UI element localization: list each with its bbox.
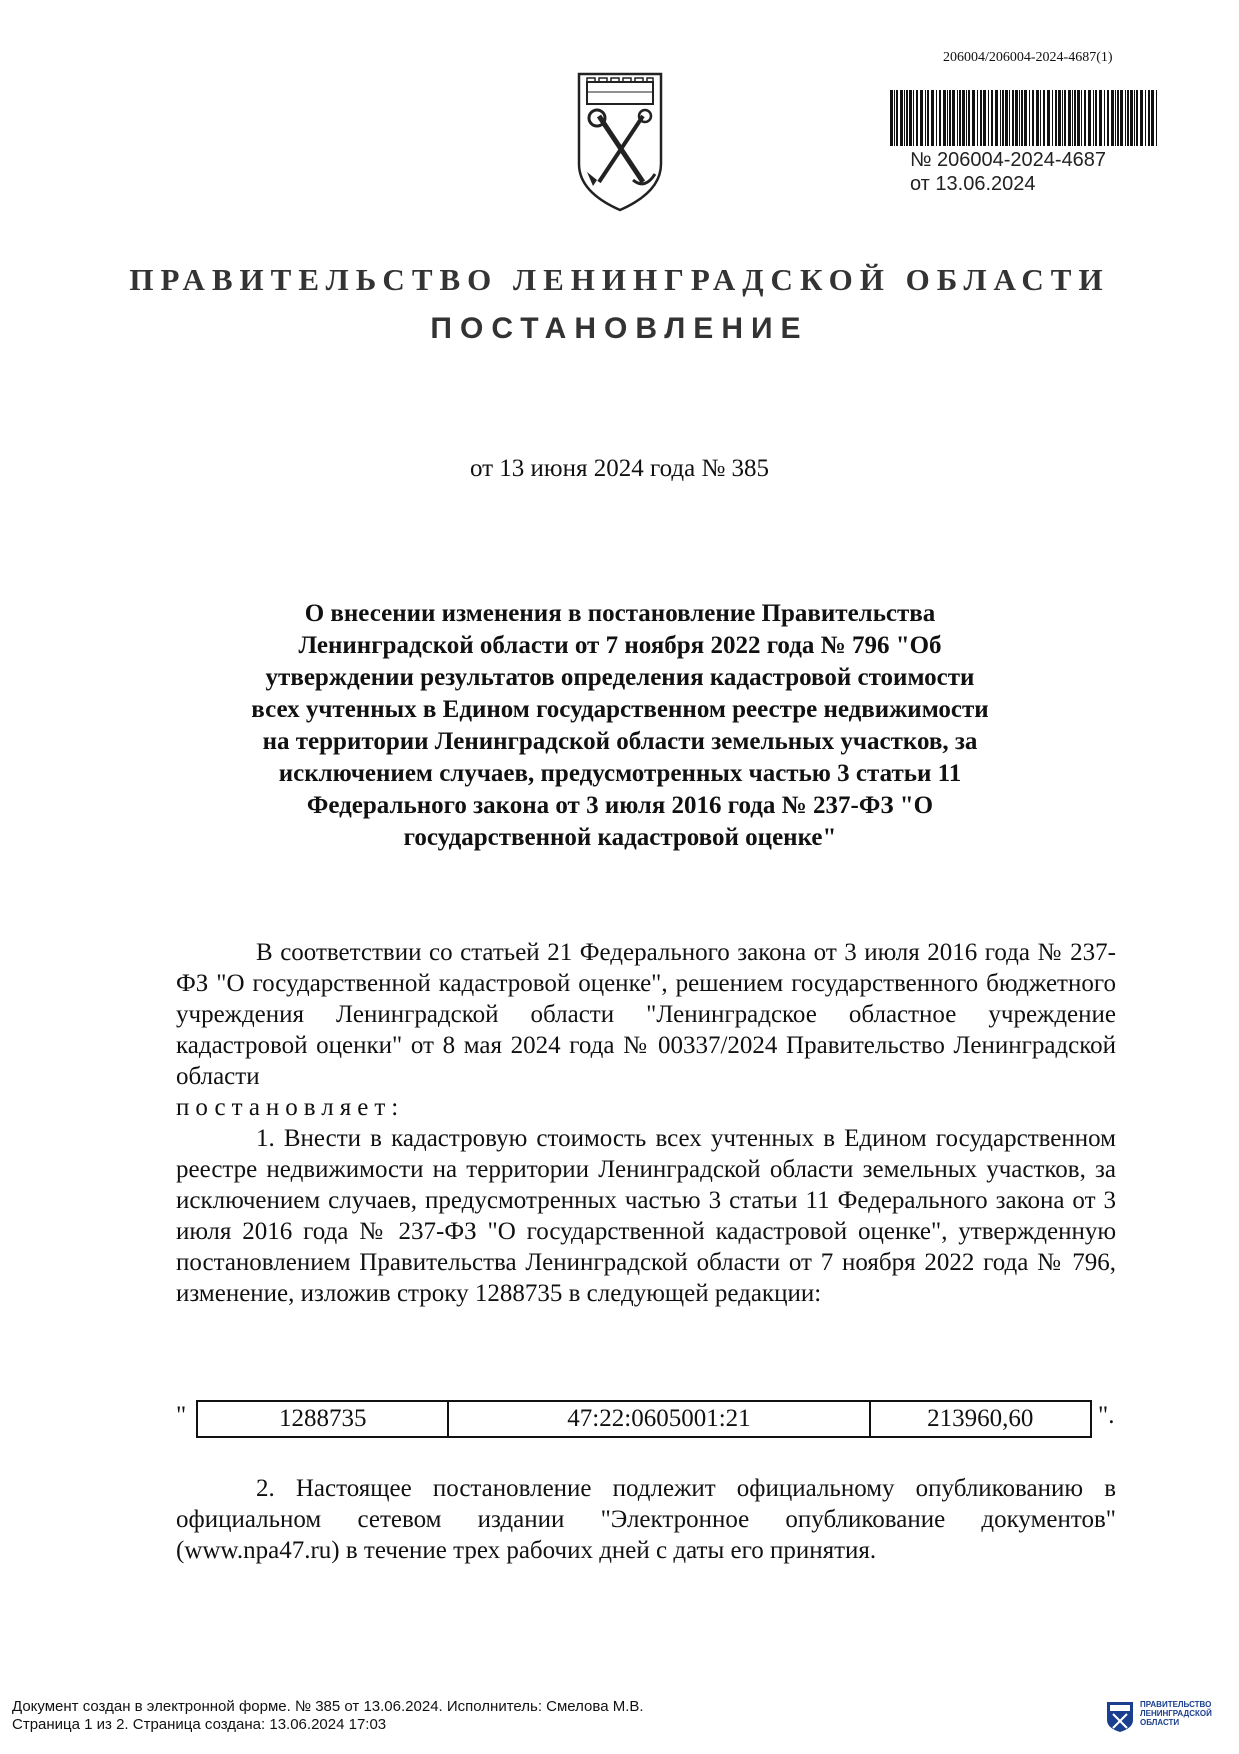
barcode-bar xyxy=(1005,90,1008,146)
barcode-bar xyxy=(1021,90,1023,146)
barcode-bar xyxy=(1072,90,1073,146)
barcode-bar xyxy=(939,90,941,146)
barcode-bar xyxy=(909,90,912,146)
barcode xyxy=(890,90,1160,146)
barcode-bar xyxy=(904,90,905,146)
barcode-bar xyxy=(1052,90,1053,146)
barcode-bar xyxy=(894,90,895,146)
table-cell-row-number: 1288735 xyxy=(198,1402,449,1436)
barcode-bar xyxy=(966,90,967,146)
barcode-bar xyxy=(1081,90,1082,146)
barcode-bar xyxy=(1145,90,1146,146)
barcode-bar xyxy=(1015,90,1018,146)
government-logo-icon xyxy=(1105,1700,1135,1734)
decree-subject: О внесении изменения в постановление Правительства Ленинградской области от 7 ноября 2022 года № 796 "Об утверждении результатов определения кадастровой стоимости всех учтенных в Едином государственном реестре недвижимости на территории Ленинградской области земельных участков, за исключением случаев, предусмотренных частью 3 статьи 11 Федерального закона от 3 июля 2016 года № 237-ФЗ "О государственной кадастровой оценке" xyxy=(251,600,989,851)
barcode-bar xyxy=(916,90,918,146)
barcode-bar xyxy=(1130,90,1133,146)
barcode-bar xyxy=(995,90,998,146)
barcode-bar xyxy=(977,90,978,146)
barcode-bar xyxy=(1012,90,1014,146)
barcode-bar xyxy=(1055,90,1057,146)
barcode-bar xyxy=(1111,90,1114,146)
coat-of-arms-icon xyxy=(573,72,667,212)
barcode-bar xyxy=(1084,90,1086,146)
barcode-bar xyxy=(1134,90,1135,146)
decree-body xyxy=(176,937,1116,1309)
barcode-bar xyxy=(1009,90,1010,146)
barcode-bar xyxy=(1148,90,1150,146)
barcode-bar xyxy=(968,90,970,146)
registration-number: № 206004-2024-4687 xyxy=(910,149,1107,171)
barcode-bar xyxy=(1002,90,1004,146)
decree-word: постановляет: xyxy=(176,1094,405,1121)
barcode-bar xyxy=(1136,90,1138,146)
table-close-quote: ". xyxy=(1098,1402,1115,1429)
barcode-bar xyxy=(959,90,961,146)
barcode-bar xyxy=(980,90,982,146)
registration-block xyxy=(910,148,1106,196)
barcode-bar xyxy=(1107,90,1109,146)
barcode-bar xyxy=(936,90,937,146)
table-cell-cadastral-number: 47:22:0605001:21 xyxy=(449,1402,870,1436)
barcode-bar xyxy=(943,90,946,146)
barcode-bar xyxy=(949,90,951,146)
barcode-bar xyxy=(1125,90,1126,146)
barcode-bar xyxy=(1062,90,1063,146)
barcode-bar xyxy=(927,90,929,146)
barcode-bar xyxy=(1032,90,1034,146)
barcode-bar xyxy=(931,90,934,146)
footer-line-1: Документ создан в электронной форме. № 385 от 13.06.2024. Исполнитель: Смелова М.В. xyxy=(12,1698,644,1715)
barcode-bar xyxy=(1117,90,1119,146)
registration-code: 206004/206004-2024-4687(1) xyxy=(943,50,1113,65)
barcode-bar xyxy=(1077,90,1080,146)
barcode-bar xyxy=(962,90,965,146)
barcode-bar xyxy=(991,90,993,146)
registration-date: от 13.06.2024 xyxy=(910,173,1036,195)
barcode-bar xyxy=(1127,90,1129,146)
barcode-bar xyxy=(1043,90,1045,146)
barcode-bar xyxy=(952,90,955,146)
barcode-bar xyxy=(947,90,948,146)
barcode-bar xyxy=(906,90,908,146)
table-open-quote: " xyxy=(176,1402,187,1429)
barcode-bar xyxy=(1040,90,1041,146)
barcode-bar xyxy=(1047,90,1050,146)
table-cell-value: 213960,60 xyxy=(927,1405,1034,1432)
decree-date-line: от 13 июня 2024 года № 385 xyxy=(469,455,770,482)
barcode-bar xyxy=(1104,90,1105,146)
barcode-bar xyxy=(1151,90,1154,146)
barcode-bar xyxy=(1120,90,1123,146)
barcode-bar xyxy=(925,90,926,146)
barcode-bar xyxy=(1156,90,1157,146)
item-2: 2. Настоящее постановление подлежит официальному опубликованию в официальном сетевом издании "Электронное опубликование документов" (www.npa47.ru) в течение трех рабочих дней с даты его принятия. xyxy=(176,1475,1116,1564)
barcode-bar xyxy=(896,90,898,146)
barcode-bar xyxy=(920,90,923,146)
barcode-bar xyxy=(1115,90,1116,146)
barcode-bar xyxy=(1099,90,1102,146)
cadastral-table-row xyxy=(196,1400,1092,1438)
barcode-bar xyxy=(900,90,903,146)
barcode-bar xyxy=(1064,90,1066,146)
barcode-bar xyxy=(1093,90,1094,146)
footer-line-2: Страница 1 из 2. Страница создана: 13.06.2024 17:03 xyxy=(12,1716,387,1733)
barcode-bar xyxy=(1074,90,1076,146)
barcode-bar xyxy=(1029,90,1030,146)
decree-body-continued xyxy=(176,1473,1116,1566)
document-type: ПОСТАНОВЛЕНИЕ xyxy=(430,312,809,345)
page-footer xyxy=(12,1698,644,1734)
barcode-bar xyxy=(957,90,958,146)
barcode-bar xyxy=(1140,90,1143,146)
barcode-bar xyxy=(1068,90,1071,146)
barcode-bar xyxy=(1024,90,1027,146)
preamble: В соответствии со статьей 21 Федерального закона от 3 июля 2016 года № 237-ФЗ "О государственной кадастровой оценке", решением государственного бюджетного учреждения Ленинградской области "Ленинградское областное учреждение кадастровой оценки" от 8 мая 2024 года № 00337/2024 Правительство Ленинградской области xyxy=(176,939,1116,1090)
barcode-bar xyxy=(1036,90,1039,146)
barcode-bar xyxy=(1088,90,1091,146)
barcode-bar xyxy=(913,90,914,146)
barcode-bar xyxy=(1019,90,1020,146)
item-1: 1. Внести в кадастровую стоимость всех учтенных в Едином государственном реестре недвижимости на территории Ленинградской области земельных участков, за исключением случаев, предусмотренных частью 3 статьи 11 Федерального закона от 3 июля 2016 года № 237-ФЗ "О государственной кадастровой оценке", утвержденную постановлением Правительства Ленинградской области от 7 ноября 2022 года № 796, изменение, изложив строку 1288735 в следующей редакции: xyxy=(176,1125,1116,1307)
government-name: ПРАВИТЕЛЬСТВО ЛЕНИНГРАДСКОЙ ОБЛАСТИ xyxy=(129,262,1110,297)
footer-logo-text: ПРАВИТЕЛЬСТВО ЛЕНИНГРАДСКОЙ ОБЛАСТИ xyxy=(1140,1700,1212,1727)
barcode-bar xyxy=(972,90,975,146)
barcode-bar xyxy=(1000,90,1001,146)
barcode-bar xyxy=(988,90,989,146)
barcode-bar xyxy=(1095,90,1097,146)
barcode-bar xyxy=(890,90,893,146)
barcode-bar xyxy=(1058,90,1061,146)
barcode-bar xyxy=(983,90,986,146)
